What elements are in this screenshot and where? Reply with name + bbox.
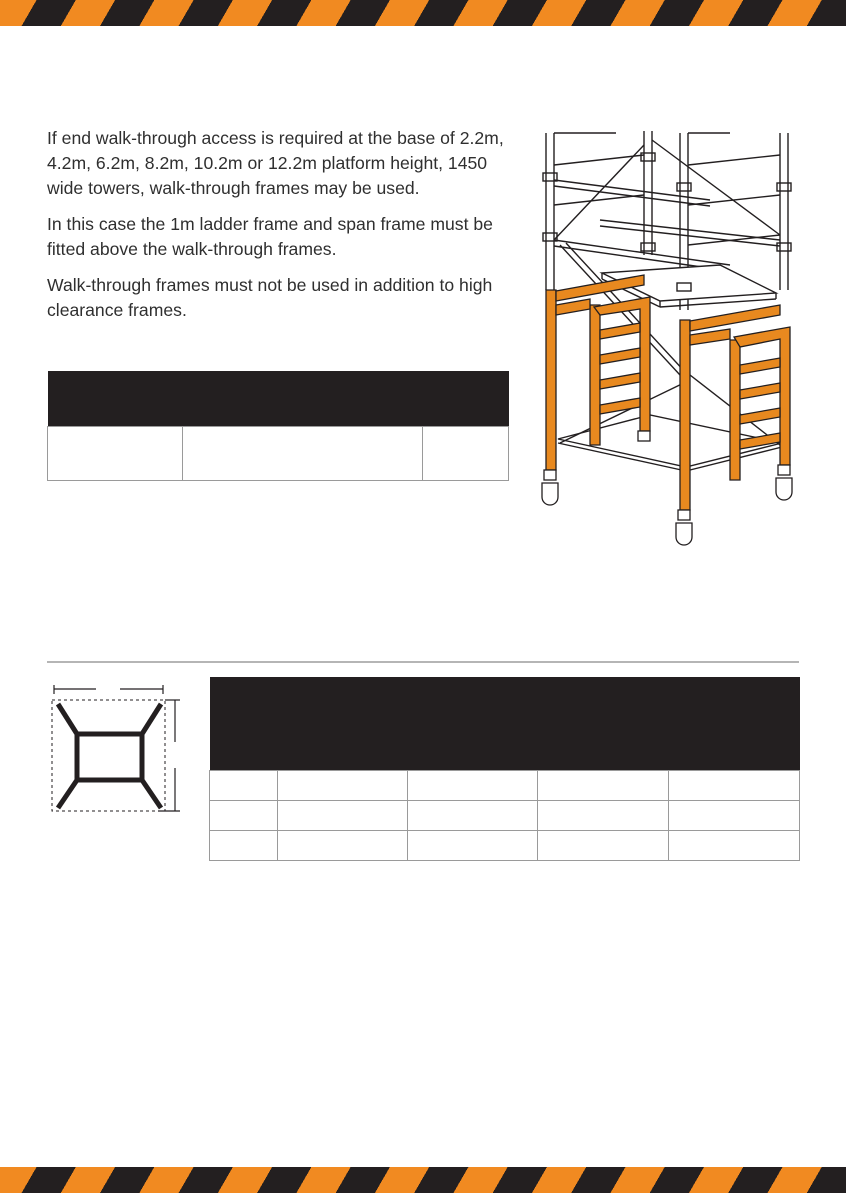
table-cell: [538, 771, 669, 801]
section-divider: [47, 661, 799, 663]
walk-through-frames-orange: [546, 275, 790, 510]
table-header-row: [210, 677, 800, 771]
table-cell: [538, 831, 669, 861]
intro-text: [47, 126, 517, 334]
table-cell: [669, 801, 800, 831]
table-cell: [48, 427, 183, 481]
table-cell: [669, 771, 800, 801]
top-hazard-stripe: [0, 0, 846, 26]
table-header-cell: [183, 371, 423, 427]
intro-paragraph-2: In this case the 1m ladder frame and span frame must be fitted above the walk-through frames.: [47, 214, 493, 259]
table-row: [48, 427, 509, 481]
table-cell: [408, 831, 538, 861]
table-cell: [210, 771, 278, 801]
table-header-cell: [423, 371, 509, 427]
table-row: [210, 771, 800, 801]
table-cell: [183, 427, 423, 481]
outrigger-plan-view-diagram: [48, 682, 188, 818]
table-row: [210, 801, 800, 831]
table-cell: [423, 427, 509, 481]
table-cell: [210, 831, 278, 861]
table-cell: [278, 831, 408, 861]
table-header-cell: [210, 677, 278, 771]
table-header-cell: [538, 677, 669, 771]
table-cell: [538, 801, 669, 831]
bottom-hazard-stripe: [0, 1167, 846, 1193]
outrigger-table: [209, 677, 800, 861]
table-header-cell: [408, 677, 538, 771]
table-cell: [210, 801, 278, 831]
intro-paragraph-3: Walk-through frames must not be used in addition to high clearance frames.: [47, 275, 493, 320]
table-header-cell: [669, 677, 800, 771]
intro-paragraph-1: If end walk-through access is required at the base of 2.2m, 4.2m, 6.2m, 8.2m, 10.2m or 12.2m platform height, 1450 wide towers, walk-through frames may be used.: [47, 128, 504, 198]
table-row: [210, 831, 800, 861]
table-header-row: [48, 371, 509, 427]
walk-through-frame-tower-illustration: [530, 125, 810, 555]
table-header-cell: [278, 677, 408, 771]
table-cell: [278, 801, 408, 831]
table-cell: [408, 771, 538, 801]
plan-tower-base: [58, 704, 161, 808]
table-cell: [669, 831, 800, 861]
table-cell: [408, 801, 538, 831]
table-cell: [278, 771, 408, 801]
walk-through-table: [47, 371, 509, 481]
table-header-cell: [48, 371, 183, 427]
